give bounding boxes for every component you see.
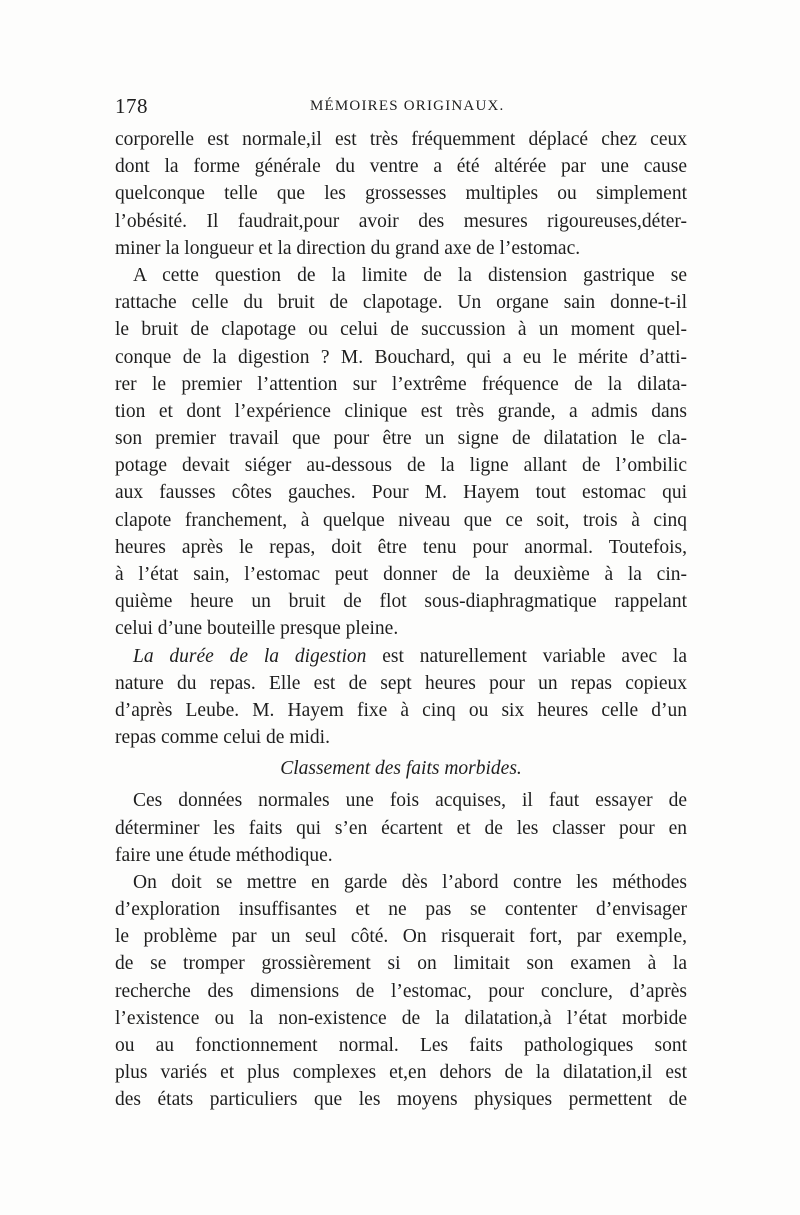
text-line: potage devait siéger au-dessous de la ligne allant de l’ombilic (115, 455, 687, 477)
page-number: 178 (115, 94, 148, 118)
text-line: plus variés et plus complexes et,en dehors de la dilatation,il est (115, 1062, 687, 1084)
text-line: conque de la digestion ? M. Bouchard, qui a eu le mérite d’atti- (115, 346, 687, 368)
section-heading: Classement des faits morbides. (280, 758, 522, 780)
italic-lead-phrase: La durée de la digestion (133, 645, 367, 667)
text-line: dont la forme générale du ventre a été altérée par une cause (115, 156, 687, 178)
text-line: ou au fonctionnement normal. Les faits pathologiques sont (115, 1035, 687, 1056)
text-line: son premier travail que pour être un signe de dilatation le cla- (115, 428, 687, 450)
text-line: quième heure un bruit de flot sous-diaphragmatique rappelant (115, 591, 687, 613)
text-line: le bruit de clapotage ou celui de succussion à un moment quel- (115, 319, 687, 341)
text-line: déterminer les faits qui s’en écartent et de les classer pour en (115, 817, 687, 839)
text-line: repas comme celui de midi. (115, 727, 330, 749)
text-line: d’après Leube. M. Hayem fixe à cinq ou six heures celle d’un (115, 699, 687, 721)
text-line: Ces données normales une fois acquises, il faut essayer de (133, 790, 687, 812)
text-line: de se tromper grossièrement si on limitait son examen à la (115, 953, 687, 975)
text-line: recherche des dimensions de l’estomac, pour conclure, d’après (115, 980, 687, 1002)
text-line: l’obésité. Il faudrait,pour avoir des mesures rigoureuses,déter- (115, 210, 687, 232)
body-text (115, 126, 687, 1114)
text-line: miner la longueur et la direction du grand axe de l’estomac. (115, 237, 581, 259)
text-line: des états particuliers que les moyens physiques permettent de (115, 1089, 687, 1111)
text-line: corporelle est normale,il est très fréquemment déplacé chez ceux (115, 129, 687, 150)
page-header (115, 94, 687, 124)
running-head: MÉMOIRES ORIGINAUX. (310, 98, 505, 114)
text-line: heures après le repas, doit être tenu pour anormal. Toutefois, (115, 536, 687, 558)
text-line: celui d’une bouteille presque pleine. (115, 618, 399, 640)
text-line: rer le premier l’attention sur l’extrême fréquence de la dilata- (115, 373, 687, 395)
text-line-with-italic-lead (115, 643, 687, 670)
text-line: faire une étude méthodique. (115, 844, 333, 866)
text-line: le problème par un seul côté. On risquerait fort, par exemple, (115, 926, 687, 948)
text-line: rattache celle du bruit de clapotage. Un organe sain donne-t-il (115, 292, 687, 314)
text-line: clapote franchement, à quelque niveau que ce soit, trois à cinq (115, 509, 687, 531)
text-line: d’exploration insuffisantes et ne pas se contenter d’envisager (115, 899, 687, 921)
text-line: On doit se mettre en garde dès l’abord contre les méthodes (133, 871, 687, 893)
text-line: l’existence ou la non-existence de la dilatation,à l’état morbide (115, 1007, 687, 1029)
text-line: nature du repas. Elle est de sept heures pour un repas copieux (115, 672, 687, 694)
text-line-rest: est naturellement variable avec la (382, 645, 687, 667)
text-line: quelconque telle que les grossesses multiples ou simplement (115, 183, 687, 205)
text-line: aux fausses côtes gauches. Pour M. Hayem tout estomac qui (115, 482, 687, 504)
text-line: à l’état sain, l’estomac peut donner de la deuxième à la cin- (115, 564, 687, 585)
text-line: tion et dont l’expérience clinique est très grande, a admis dans (115, 400, 687, 422)
text-line: A cette question de la limite de la distension gastrique se (133, 264, 687, 286)
